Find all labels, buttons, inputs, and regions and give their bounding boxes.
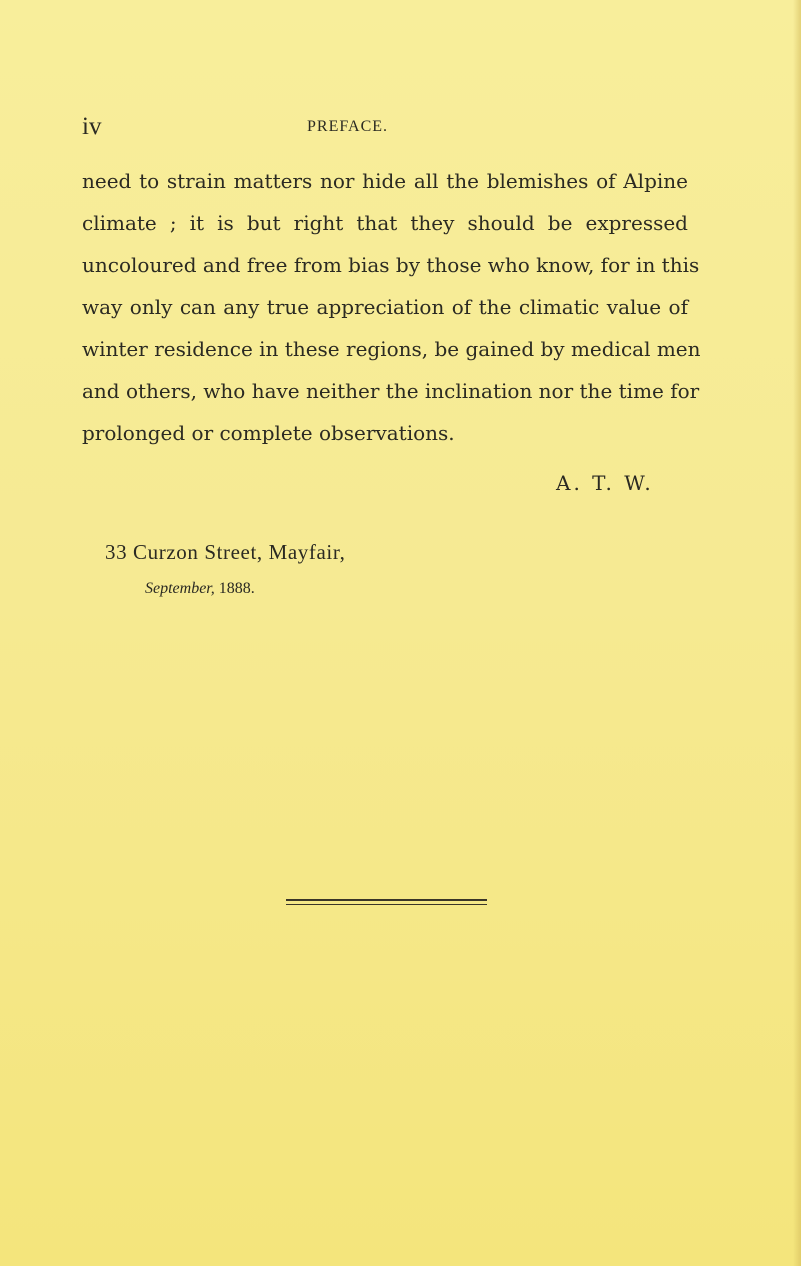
preface-paragraph [82, 160, 701, 454]
end-rule [286, 899, 487, 906]
text-line: need to strain matters nor hide all the blemishes of Alpine [82, 169, 688, 193]
text-line: climate ; it is but right that they should be expressed [82, 211, 688, 235]
page-edge-shadow [793, 0, 801, 1266]
text-line: uncoloured and free from bias by those who know, for in this [82, 253, 700, 277]
rule-thick [286, 899, 487, 901]
date-year: 1888. [218, 580, 255, 597]
page-number: iv [82, 113, 102, 140]
text-line: way only can any true appreciation of the climatic value of [82, 295, 688, 319]
author-initials: A. T. W. [556, 471, 654, 495]
running-head [82, 112, 642, 142]
text-line: and others, who have neither the inclination nor the time for [82, 379, 700, 403]
address-line: 33 Curzon Street, Mayfair, [105, 540, 346, 564]
date-line [145, 576, 255, 602]
text-line: winter residence in these regions, be gained by medical men [82, 337, 701, 361]
running-title: PREFACE. [307, 118, 389, 135]
text-line: prolonged or complete observations. [82, 421, 455, 445]
rule-thin [286, 904, 487, 905]
date-month: September, [145, 580, 215, 597]
